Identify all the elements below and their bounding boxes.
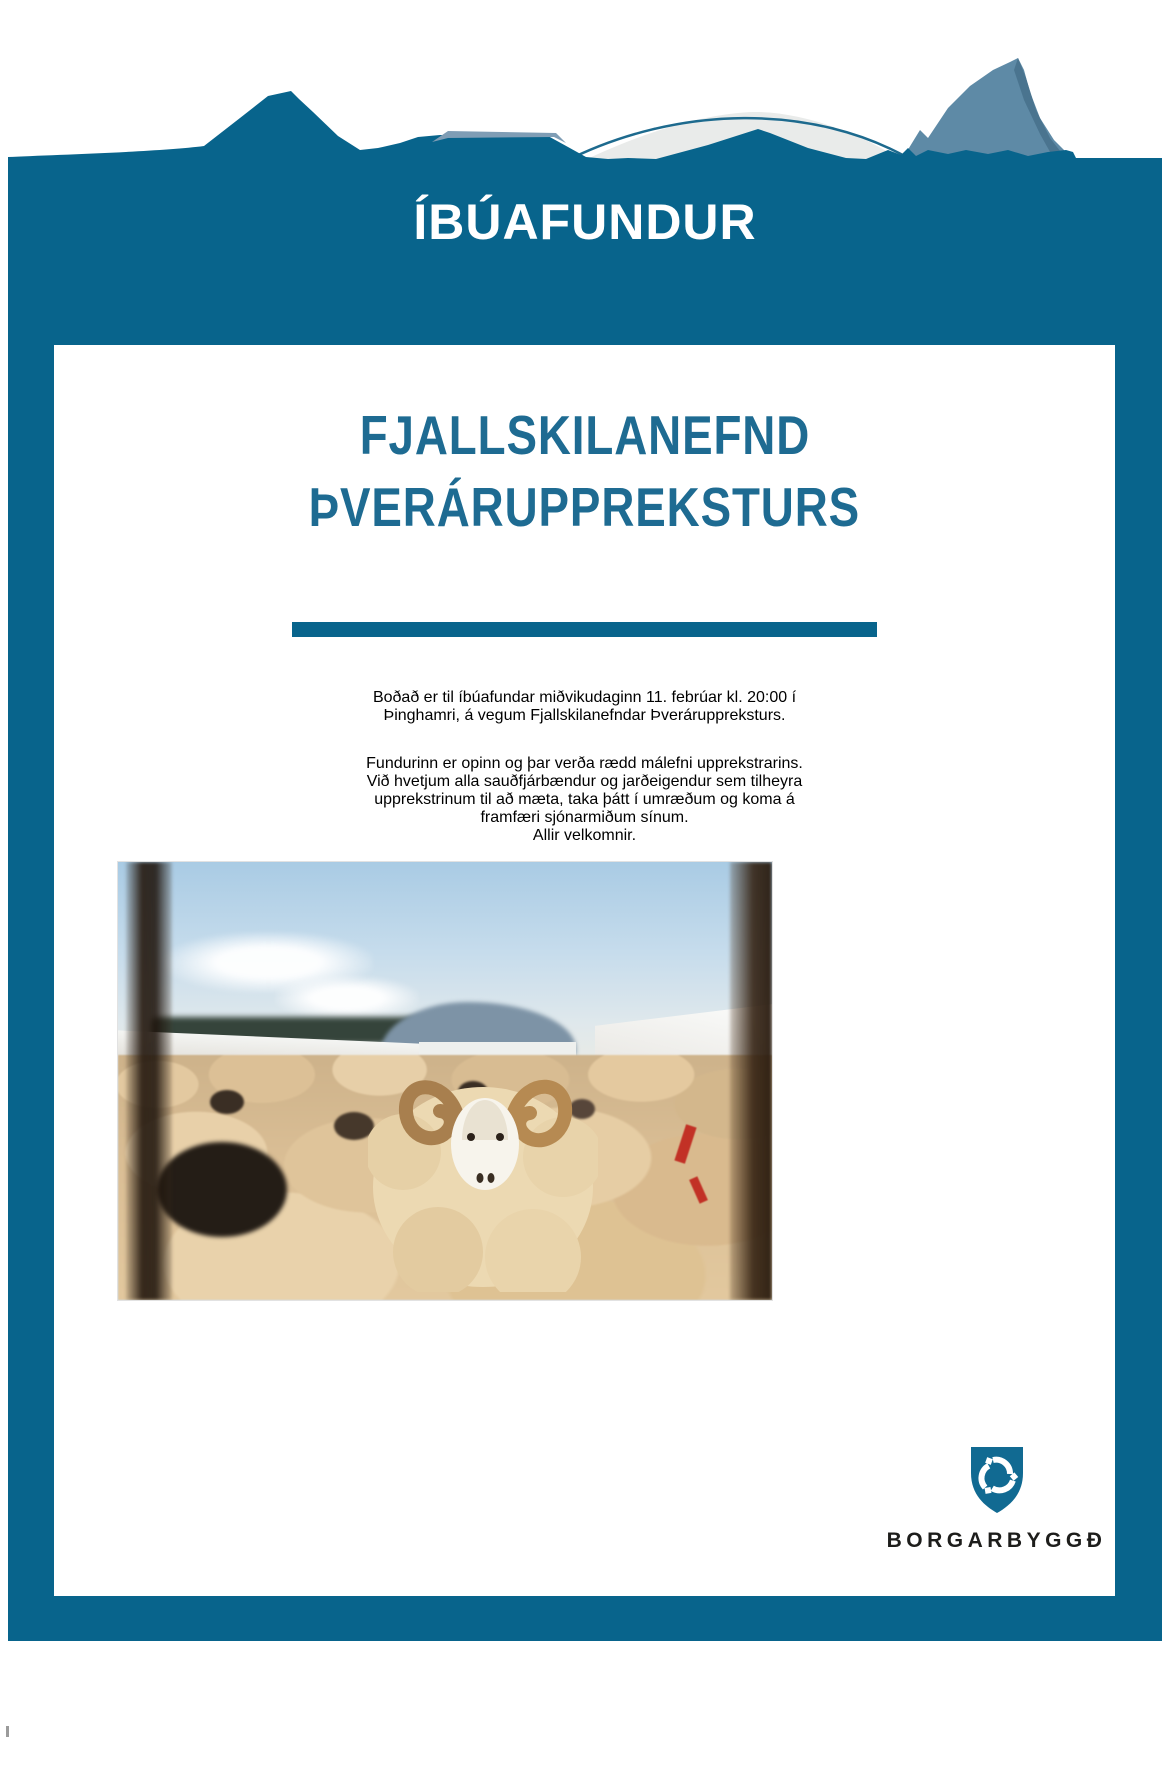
details-line-1: Fundurinn er opinn og þar verða rædd málefni upprekstrarins. xyxy=(366,755,803,772)
heading-divider xyxy=(292,622,877,637)
details-line-2: Við hvetjum alla sauðfjárbændur og jarðeigendur sem tilheyra xyxy=(366,773,803,790)
photo-sheep-head xyxy=(210,1090,244,1114)
invitation-line-2: Þinghamri, á vegum Fjallskilanefndar Þveráruppreksturs. xyxy=(383,707,786,724)
heading-line-2: ÞVERÁRUPPREKSTURS xyxy=(308,477,861,539)
borgarbyggd-logo-text: BORGARBYGGÐ xyxy=(886,1529,1107,1552)
poster-title: ÍBÚAFUNDUR xyxy=(413,194,757,250)
photo-fence-post-right xyxy=(730,862,772,1300)
sheep-photo xyxy=(117,861,773,1301)
invitation-line-1: Boðað er til íbúafundar miðvikudaginn 11. febrúar kl. 20:00 í xyxy=(372,689,797,706)
photo-cloud xyxy=(275,976,419,1020)
photo-black-sheep xyxy=(157,1142,287,1237)
committee-heading xyxy=(54,400,1115,544)
content-card xyxy=(54,345,1115,1596)
closing-line: Allir velkomnir. xyxy=(532,827,637,844)
tall-peak-light-face xyxy=(901,58,1072,161)
details-line-4: framfæri sjónarmiðum sínum. xyxy=(480,809,689,826)
borgarbyggd-logo xyxy=(884,1443,1109,1553)
borgarbyggd-shield-icon xyxy=(969,1443,1025,1515)
mountain-range-illustration xyxy=(8,0,1162,170)
text-cursor-artifact xyxy=(6,1726,9,1737)
photo-horned-ram xyxy=(368,1022,598,1292)
details-line-3: upprekstrinum til að mæta, taka þátt í umræðum og koma á xyxy=(374,791,795,808)
heading-line-1: FJALLSKILANEFND xyxy=(359,405,810,467)
photo-fence-post-left xyxy=(126,862,172,1300)
